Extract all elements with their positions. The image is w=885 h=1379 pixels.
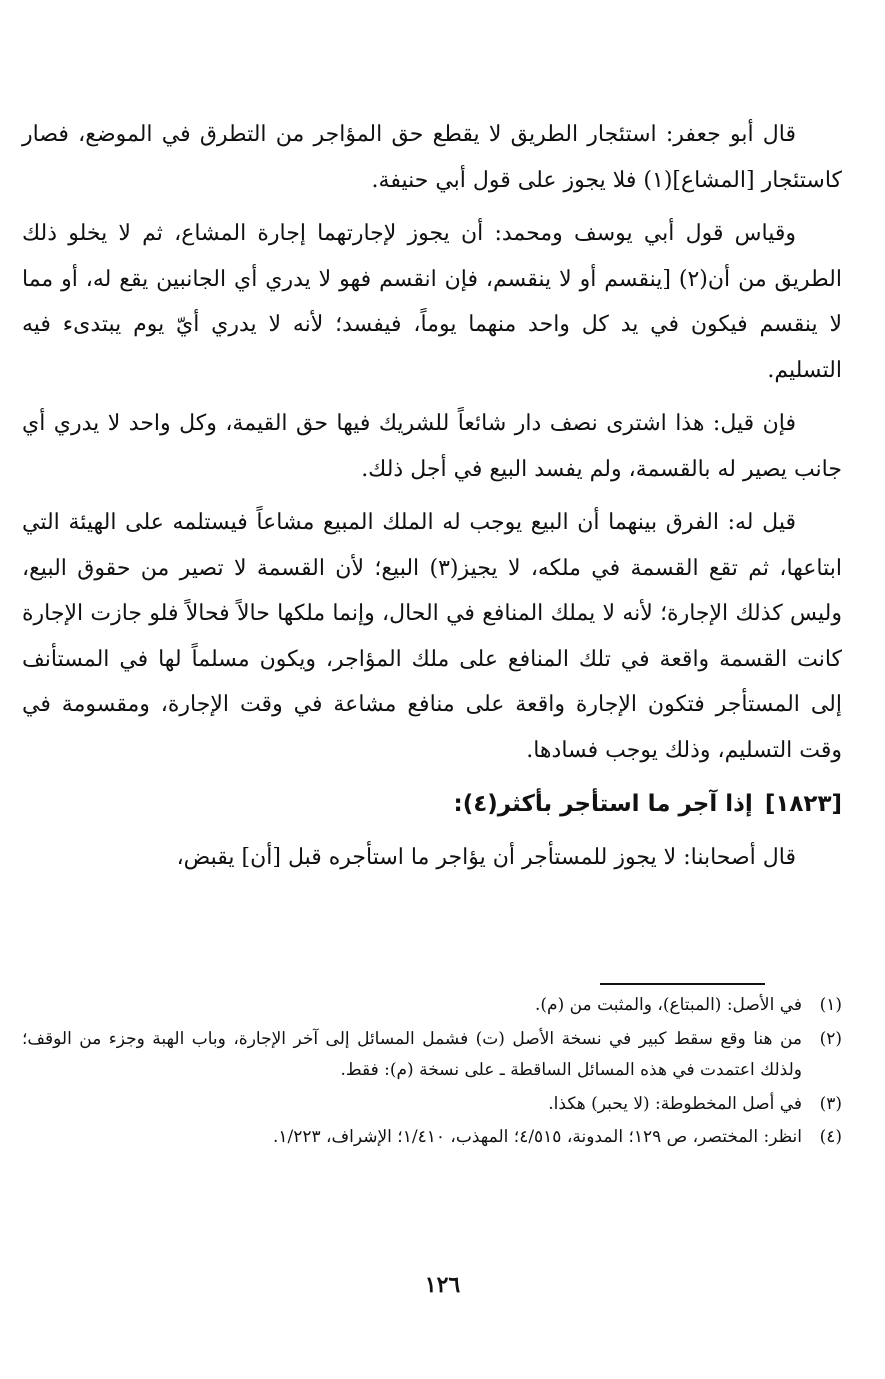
- section-heading-text: إذا آجر ما استأجر بأكثر(٤):: [453, 791, 753, 817]
- footnote-3: [22, 1089, 842, 1121]
- footnote-1-text: في الأصل: (المبتاع)، والمثبت من (م).: [535, 995, 802, 1015]
- paragraph-5-text: قال أصحابنا: لا يجوز للمستأجر أن يؤاجر ما استأجره قبل [أن] يقبض،: [176, 845, 796, 870]
- footnotes: [22, 990, 842, 1156]
- footnote-4-number: (٤): [819, 1127, 842, 1147]
- footnote-1: [22, 990, 842, 1022]
- footnote-2-text: من هنا وقع سقط كبير في نسخة الأصل (ت) فشمل المسائل إلى آخر الإجارة، وباب الهبة وجزء من الوقف؛ ولذلك اعتمدت في هذه المسائل الساقطة ـ على نسخة (م): فقط.: [22, 1028, 802, 1080]
- paragraph-1: [22, 112, 842, 203]
- section-heading-number: [١٨٢٣]: [764, 791, 842, 817]
- paragraph-3-text: فإن قيل: هذا اشترى نصف دار شائعاً للشريك فيها حق القيمة، وكل واحد لا يدري أي جانب يصير له بالقسمة، ولم يفسد البيع في أجل ذلك.: [22, 411, 842, 482]
- footnote-1-number: (١): [819, 995, 842, 1015]
- footnote-4-text: انظر: المختصر، ص ١٢٩؛ المدونة، ٤/٥١٥؛ المهذب، ١/٤١٠؛ الإشراف، ١/٢٢٣.: [272, 1127, 802, 1147]
- footnote-separator: [600, 983, 765, 985]
- footnote-3-text: في أصل المخطوطة: (لا يحبر) هكذا.: [548, 1093, 802, 1114]
- footnote-2: [22, 1024, 842, 1087]
- section-heading: [22, 781, 842, 827]
- paragraph-5: [22, 835, 842, 881]
- paragraph-2: [22, 211, 842, 393]
- footnote-4: [22, 1122, 842, 1154]
- paragraph-4: [22, 500, 842, 773]
- footnote-3-number: (٣): [819, 1093, 842, 1114]
- page-body: [22, 112, 842, 889]
- footnote-2-number: (٢): [819, 1028, 842, 1049]
- page-number: ١٢٦: [424, 1272, 461, 1298]
- paragraph-1-text: قال أبو جعفر: استئجار الطريق لا يقطع حق المؤاجر من التطرق في الموضع، فصار كاستئجار [المشاع](١) فلا يجوز على قول أبي حنيفة.: [22, 122, 842, 193]
- paragraph-4-text: قيل له: الفرق بينهما أن البيع يوجب له الملك المبيع مشاعاً فيستلمه على الهيئة التي ابتاعها، ثم تقع القسمة في ملكه، لا يجيز(٣) البيع؛ لأن القسمة لا تصير من حقوق البيع، وليس كذلك الإجارة؛ لأنه لا يملك المنافع في الحال، وإنما ملكها حالاً فحالاً فلو جازت الإجارة كانت القسمة واقعة في تلك المنافع على ملك المؤاجر، ويكون مسلماً لها في المستأنف إلى المستأجر فتكون الإجارة واقعة على منافع مشاعة في وقت الإجارة، ومقسومة في وقت التسليم، وذلك يوجب فسادها.: [22, 510, 843, 763]
- paragraph-2-text: وقياس قول أبي يوسف ومحمد: أن يجوز لإجارتهما إجارة المشاع، ثم لا يخلو ذلك الطريق من أن(٢) [ينقسم أو لا ينقسم، فإن انقسم فهو لا يدري أي الجانبين يقع له، أو مما لا ينقسم فيكون في يد كل واحد منهما يوماً، فيفسد؛ لأنه لا يدري أيّ يوم يبتدىء فيه التسليم.: [22, 221, 842, 383]
- paragraph-3: [22, 401, 842, 492]
